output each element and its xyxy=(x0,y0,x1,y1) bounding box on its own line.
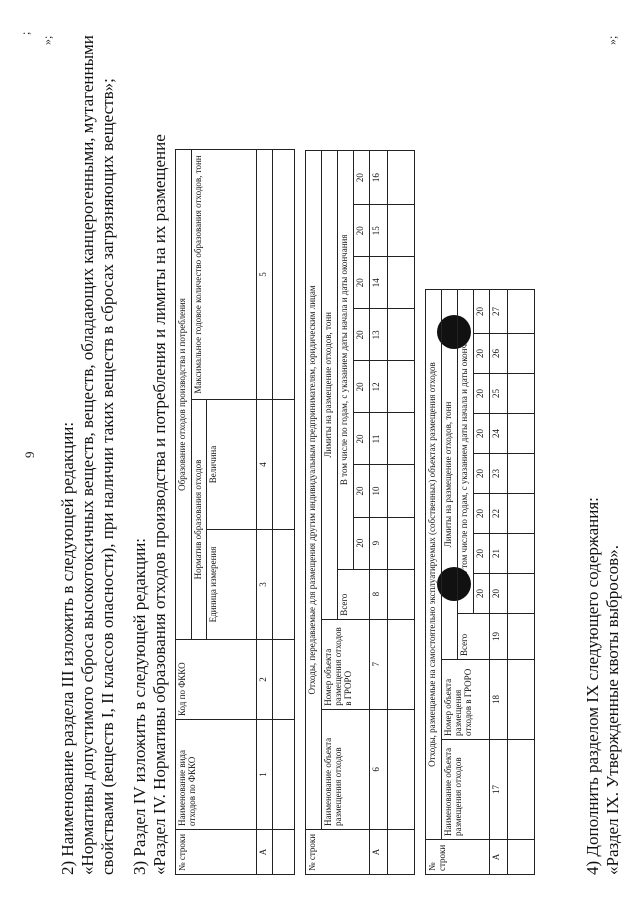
col-header-total: Всего xyxy=(458,614,490,660)
col-number: 10 xyxy=(370,465,387,517)
section3-title: «Раздел IV. Нормативы образования отходов производства и потребления и лимиты на их размещение xyxy=(150,134,169,875)
table-cell-empty xyxy=(507,454,534,494)
table-waste-generation xyxy=(175,149,295,875)
col-number: 4 xyxy=(256,400,272,530)
col-header-limits: Лимиты на размещение отходов, тонн xyxy=(442,290,458,660)
col-number: 11 xyxy=(370,413,387,465)
col-number: 26 xyxy=(490,334,507,374)
section2-word: высокотоксичных xyxy=(78,500,97,630)
col-header-year: 20 xyxy=(354,517,370,569)
col-number: 15 xyxy=(370,205,387,257)
table-cell-empty xyxy=(387,829,414,874)
col-header-year: 20 xyxy=(474,290,490,334)
table-cell-empty xyxy=(387,257,414,309)
col-number: 24 xyxy=(490,414,507,454)
col-number: А xyxy=(256,830,272,875)
table-waste-transferred xyxy=(305,150,415,875)
table-cell-empty xyxy=(387,309,414,361)
col-number: 9 xyxy=(370,517,387,569)
col-number: 14 xyxy=(370,257,387,309)
col-number: А xyxy=(370,829,387,874)
col-number: 7 xyxy=(370,619,387,709)
table-cell-empty xyxy=(507,290,534,334)
table-cell-empty xyxy=(272,830,295,875)
section3-heading: 3) Раздел IV изложить в следующей редакции: xyxy=(130,537,149,875)
col-header-object-name: Наименование объекта размещения отходов xyxy=(322,709,370,829)
section2-word: обладающих xyxy=(78,267,97,361)
table-cell-empty xyxy=(272,400,295,530)
table-cell-empty xyxy=(272,149,295,399)
table-cell-empty xyxy=(387,151,414,205)
table-title: Отходы, размещаемые на самостоятельно эксплуатируемых (собственных) объектах размещения отходов xyxy=(426,290,442,840)
table-cell-empty xyxy=(272,640,295,720)
col-number: 17 xyxy=(490,740,507,840)
table-cell-empty xyxy=(507,334,534,374)
col-header-year: 20 xyxy=(354,413,370,465)
col-header-year: 20 xyxy=(354,361,370,413)
col-header-fkko-code: Код по ФККО xyxy=(176,640,257,720)
col-header-year: 20 xyxy=(354,465,370,517)
col-number: 18 xyxy=(490,660,507,740)
section4-heading: 4) Дополнить разделом IX следующего содержания: xyxy=(583,497,602,875)
col-header-waste-name: Наименование вида отходов по ФККО xyxy=(176,720,257,830)
table-cell-empty xyxy=(387,619,414,709)
col-header-year: 20 xyxy=(474,454,490,494)
section2-word: канцерогенными, xyxy=(78,137,97,264)
col-header-year: 20 xyxy=(474,414,490,454)
col-header-year: 20 xyxy=(474,494,490,534)
table-cell-empty xyxy=(507,740,534,840)
table-cell-empty xyxy=(272,530,295,640)
section2-word: «Нормативы xyxy=(78,783,97,875)
col-header-year: 20 xyxy=(354,205,370,257)
table-cell-empty xyxy=(272,720,295,830)
col-header-year: 20 xyxy=(354,257,370,309)
table-waste-own-facilities xyxy=(425,289,535,875)
table-cell-empty xyxy=(507,374,534,414)
col-header-value: Величина xyxy=(207,400,256,530)
col-header-by-years: В том числе по годам, с указанием даты начала и даты окончания xyxy=(338,151,354,570)
col-number: 6 xyxy=(370,709,387,829)
col-header-year: 20 xyxy=(474,534,490,574)
col-number: 20 xyxy=(490,574,507,614)
col-number: 21 xyxy=(490,534,507,574)
col-header-groro-no: Номер объекта размещения отходов в ГРОРО xyxy=(322,619,370,709)
col-number: 27 xyxy=(490,290,507,334)
col-number: 2 xyxy=(256,640,272,720)
col-number: 12 xyxy=(370,361,387,413)
table-cell-empty xyxy=(507,614,534,660)
table-cell-empty xyxy=(507,414,534,454)
col-header-groro-no: Номер объекта размещения отходов в ГРОРО xyxy=(442,660,490,740)
table-cell-empty xyxy=(507,494,534,534)
col-header-year: 20 xyxy=(354,151,370,205)
section2-word: сброса xyxy=(78,633,97,683)
corner-mark: »; xyxy=(40,35,54,45)
section2-word: веществ, xyxy=(78,432,97,497)
col-number: 5 xyxy=(256,149,272,399)
col-number: 25 xyxy=(490,374,507,414)
table-cell-empty xyxy=(507,534,534,574)
page-number: 9 xyxy=(22,451,37,458)
col-number: 13 xyxy=(370,309,387,361)
section2-word: мутагенными xyxy=(78,35,97,134)
corner-mark: »; xyxy=(605,35,619,45)
col-header-row-no: № строки xyxy=(306,829,370,874)
table-cell-empty xyxy=(507,660,534,740)
col-number: 1 xyxy=(256,720,272,830)
col-header-row-no: № строки xyxy=(426,840,490,875)
col-header-row-no: № строки xyxy=(176,830,257,875)
col-header-unit: Единица измерения xyxy=(207,530,256,640)
section2-heading: 2) Наименование раздела III изложить в следующей редакции: xyxy=(58,421,77,875)
table-cell-empty xyxy=(387,205,414,257)
corner-mark: ; xyxy=(18,31,32,35)
table-cell-empty xyxy=(387,361,414,413)
col-header-year: 20 xyxy=(354,309,370,361)
col-number: 3 xyxy=(256,530,272,640)
col-header-generation-norm: Норматив образования отходов xyxy=(191,400,207,640)
table-cell-empty xyxy=(507,574,534,614)
col-header-year: 20 xyxy=(474,374,490,414)
table-cell-empty xyxy=(387,709,414,829)
table-cell-empty xyxy=(507,840,534,875)
table-cell-empty xyxy=(387,569,414,619)
col-number: 16 xyxy=(370,151,387,205)
col-header-total: Всего xyxy=(338,569,370,619)
col-header-object-name: Наименование объекта размещения отходов xyxy=(442,740,490,840)
section2-word: веществ, xyxy=(78,364,97,429)
col-number: 23 xyxy=(490,454,507,494)
table-cell-empty xyxy=(387,517,414,569)
col-header-by-years: В том числе по годам, с указанием даты начала и даты окончания xyxy=(458,290,474,614)
col-header-max-annual: Максимальное годовое количество образования отходов, тонн xyxy=(191,149,256,399)
col-header-limits: Лимиты на размещение отходов, тонн xyxy=(322,151,338,620)
section2-body-line xyxy=(78,35,98,875)
col-header-year: 20 xyxy=(474,334,490,374)
col-number: 8 xyxy=(370,569,387,619)
section2-body-line: свойствами (веществ I, II классов опасности), при наличии таких веществ в сбросах загрязняющих веществ»; xyxy=(98,78,117,875)
table-title: Отходы, передаваемые для размещения другим индивидуальным предпринимателям, юридическим лицам xyxy=(306,151,322,830)
table-cell-empty xyxy=(387,413,414,465)
col-header-generation-group: Образование отходов производства и потребления xyxy=(176,149,192,639)
section2-word: допустимого xyxy=(78,686,97,780)
col-header-year: 20 xyxy=(474,574,490,614)
table-cell-empty xyxy=(387,465,414,517)
col-number: 22 xyxy=(490,494,507,534)
section4-title: «Раздел IX. Утвержденные квоты выбросов». xyxy=(603,545,622,875)
col-number: А xyxy=(490,840,507,875)
col-number: 19 xyxy=(490,614,507,660)
